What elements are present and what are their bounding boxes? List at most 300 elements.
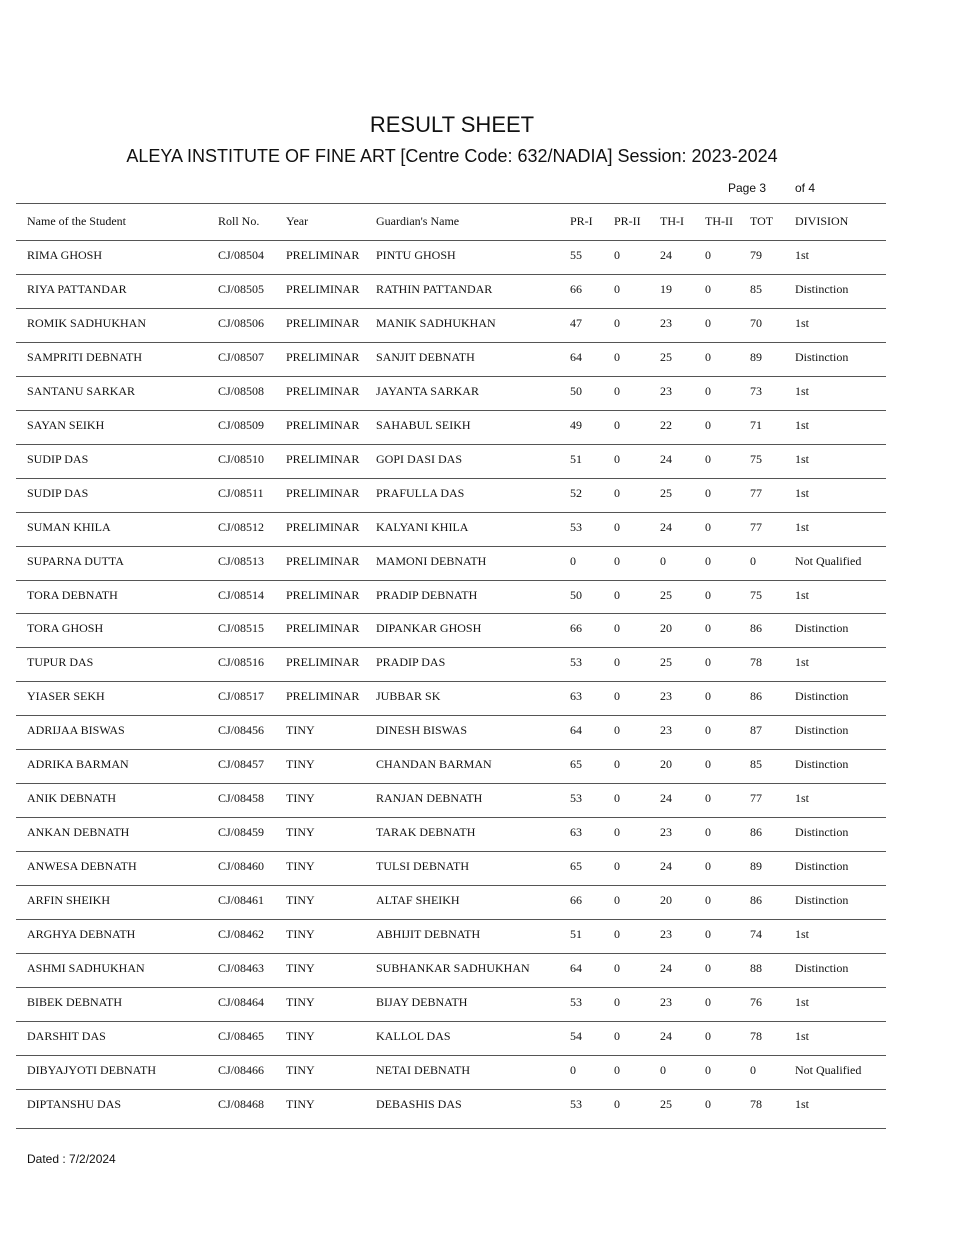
cell-pr2: 0: [614, 1063, 620, 1077]
row-separator: [16, 546, 886, 547]
cell-roll-no: CJ/08458: [218, 791, 265, 805]
row-separator: [16, 987, 886, 988]
cell-roll-no: CJ/08512: [218, 520, 265, 534]
cell-guardian-name: PINTU GHOSH: [376, 248, 456, 262]
row-separator: [16, 851, 886, 852]
cell-th2: 0: [705, 554, 711, 568]
cell-roll-no: CJ/08468: [218, 1097, 265, 1111]
cell-roll-no: CJ/08466: [218, 1063, 265, 1077]
table-row: [0, 486, 960, 506]
row-separator: [16, 1055, 886, 1056]
cell-roll-no: CJ/08504: [218, 248, 265, 262]
table-row: [0, 520, 960, 540]
cell-division: Distinction: [795, 859, 849, 873]
cell-pr1: 0: [570, 1063, 576, 1077]
cell-pr2: 0: [614, 1097, 620, 1111]
cell-th1: 23: [660, 723, 672, 737]
cell-year: PRELIMINAR: [286, 486, 360, 500]
row-separator: [16, 647, 886, 648]
cell-year: TINY: [286, 927, 315, 941]
cell-total: 85: [750, 282, 762, 296]
cell-guardian-name: RATHIN PATTANDAR: [376, 282, 493, 296]
cell-th1: 23: [660, 995, 672, 1009]
cell-pr2: 0: [614, 384, 620, 398]
table-header: [0, 214, 960, 234]
table-row: [0, 961, 960, 981]
cell-student-name: SANTANU SARKAR: [27, 384, 136, 398]
cell-th1: 25: [660, 350, 672, 364]
cell-total: 89: [750, 859, 762, 873]
cell-student-name: TORA DEBNATH: [27, 588, 118, 602]
cell-th1: 25: [660, 1097, 672, 1111]
cell-guardian-name: SANJIT DEBNATH: [376, 350, 475, 364]
cell-year: TINY: [286, 757, 315, 771]
cell-th1: 24: [660, 961, 672, 975]
cell-total: 79: [750, 248, 762, 262]
cell-th2: 0: [705, 588, 711, 602]
cell-th2: 0: [705, 316, 711, 330]
cell-total: 71: [750, 418, 762, 432]
cell-pr1: 66: [570, 893, 582, 907]
cell-total: 87: [750, 723, 762, 737]
cell-year: TINY: [286, 859, 315, 873]
cell-total: 86: [750, 893, 762, 907]
cell-pr1: 49: [570, 418, 582, 432]
cell-guardian-name: SUBHANKAR SADHUKHAN: [376, 961, 530, 975]
table-row: [0, 859, 960, 879]
row-separator: [16, 1089, 886, 1090]
cell-division: 1st: [795, 927, 810, 941]
cell-guardian-name: TARAK DEBNATH: [376, 825, 476, 839]
cell-th1: 24: [660, 248, 672, 262]
cell-th2: 0: [705, 961, 711, 975]
cell-year: PRELIMINAR: [286, 588, 360, 602]
cell-th1: 25: [660, 655, 672, 669]
cell-roll-no: CJ/08509: [218, 418, 265, 432]
cell-roll-no: CJ/08508: [218, 384, 265, 398]
row-separator: [16, 342, 886, 343]
cell-th2: 0: [705, 1063, 711, 1077]
cell-division: 1st: [795, 452, 810, 466]
cell-th2: 0: [705, 486, 711, 500]
cell-student-name: ANWESA DEBNATH: [27, 859, 137, 873]
cell-guardian-name: DEBASHIS DAS: [376, 1097, 462, 1111]
cell-th1: 24: [660, 791, 672, 805]
row-separator: [16, 715, 886, 716]
cell-th1: 19: [660, 282, 672, 296]
cell-student-name: BIBEK DEBNATH: [27, 995, 122, 1009]
cell-year: TINY: [286, 1097, 315, 1111]
cell-th1: 20: [660, 757, 672, 771]
cell-th2: 0: [705, 1097, 711, 1111]
table-row: [0, 723, 960, 743]
cell-th2: 0: [705, 282, 711, 296]
cell-division: 1st: [795, 520, 810, 534]
cell-student-name: ADRIJAA BISWAS: [27, 723, 125, 737]
cell-pr2: 0: [614, 757, 620, 771]
table-row: [0, 282, 960, 302]
cell-pr1: 64: [570, 350, 582, 364]
cell-pr1: 50: [570, 588, 582, 602]
col-header-th1: TH-I: [660, 214, 684, 228]
cell-pr1: 53: [570, 655, 582, 669]
row-separator: [16, 681, 886, 682]
cell-total: 77: [750, 486, 762, 500]
row-separator: [16, 919, 886, 920]
cell-pr2: 0: [614, 1029, 620, 1043]
cell-division: 1st: [795, 588, 810, 602]
cell-pr2: 0: [614, 689, 620, 703]
cell-total: 78: [750, 1029, 762, 1043]
cell-year: PRELIMINAR: [286, 655, 360, 669]
cell-pr2: 0: [614, 791, 620, 805]
cell-roll-no: CJ/08515: [218, 621, 265, 635]
table-row: [0, 350, 960, 370]
row-separator: [16, 885, 886, 886]
cell-pr2: 0: [614, 723, 620, 737]
cell-guardian-name: PRADIP DEBNATH: [376, 588, 478, 602]
cell-student-name: SAMPRITI DEBNATH: [27, 350, 143, 364]
dated-footer: Dated : 7/2/2024: [27, 1152, 116, 1166]
col-header-roll: Roll No.: [218, 214, 260, 228]
cell-division: Distinction: [795, 825, 849, 839]
col-header-name: Name of the Student: [27, 214, 126, 228]
cell-guardian-name: JAYANTA SARKAR: [376, 384, 479, 398]
cell-year: PRELIMINAR: [286, 452, 360, 466]
cell-guardian-name: ABHIJIT DEBNATH: [376, 927, 481, 941]
col-header-guardian: Guardian's Name: [376, 214, 460, 228]
cell-th1: 23: [660, 316, 672, 330]
cell-student-name: YIASER SEKH: [27, 689, 105, 703]
table-row: [0, 588, 960, 608]
cell-pr1: 63: [570, 825, 582, 839]
cell-th2: 0: [705, 1029, 711, 1043]
cell-student-name: RIYA PATTANDAR: [27, 282, 127, 296]
cell-student-name: ASHMI SADHUKHAN: [27, 961, 145, 975]
cell-pr2: 0: [614, 554, 620, 568]
cell-student-name: ANIK DEBNATH: [27, 791, 116, 805]
cell-guardian-name: RANJAN DEBNATH: [376, 791, 483, 805]
table-row: [0, 927, 960, 947]
cell-total: 78: [750, 655, 762, 669]
cell-roll-no: CJ/08465: [218, 1029, 265, 1043]
cell-pr2: 0: [614, 248, 620, 262]
cell-division: 1st: [795, 384, 810, 398]
cell-division: Distinction: [795, 961, 849, 975]
cell-total: 76: [750, 995, 762, 1009]
cell-roll-no: CJ/08510: [218, 452, 265, 466]
cell-division: Not Qualified: [795, 554, 862, 568]
cell-th1: 23: [660, 689, 672, 703]
cell-total: 78: [750, 1097, 762, 1111]
cell-pr1: 53: [570, 791, 582, 805]
institute-session-heading: ALEYA INSTITUTE OF FINE ART [Centre Code: 632/NADIA] Session: 2023-2024: [126, 146, 778, 166]
cell-pr2: 0: [614, 316, 620, 330]
cell-total: 86: [750, 621, 762, 635]
cell-pr2: 0: [614, 927, 620, 941]
col-header-pr2: PR-II: [614, 214, 641, 228]
cell-year: TINY: [286, 825, 315, 839]
cell-guardian-name: PRADIP DAS: [376, 655, 446, 669]
cell-division: 1st: [795, 995, 810, 1009]
row-separator: [16, 376, 886, 377]
table-row: [0, 1097, 960, 1117]
table-bottom-rule: [16, 1128, 886, 1129]
cell-guardian-name: DINESH BISWAS: [376, 723, 468, 737]
cell-th2: 0: [705, 757, 711, 771]
cell-division: Distinction: [795, 757, 849, 771]
cell-th2: 0: [705, 384, 711, 398]
cell-pr1: 64: [570, 723, 582, 737]
cell-th2: 0: [705, 927, 711, 941]
table-row: [0, 316, 960, 336]
row-separator: [16, 274, 886, 275]
cell-roll-no: CJ/08459: [218, 825, 265, 839]
cell-th1: 25: [660, 486, 672, 500]
cell-roll-no: CJ/08516: [218, 655, 265, 669]
cell-guardian-name: JUBBAR SK: [376, 689, 441, 703]
cell-pr2: 0: [614, 418, 620, 432]
cell-year: TINY: [286, 791, 315, 805]
table-row: [0, 621, 960, 641]
cell-student-name: DIPTANSHU DAS: [27, 1097, 122, 1111]
cell-year: TINY: [286, 1063, 315, 1077]
cell-division: 1st: [795, 791, 810, 805]
table-top-rule: [16, 203, 886, 204]
cell-th2: 0: [705, 452, 711, 466]
row-separator: [16, 580, 886, 581]
cell-pr2: 0: [614, 859, 620, 873]
row-separator: [16, 444, 886, 445]
cell-pr1: 0: [570, 554, 576, 568]
row-separator: [16, 308, 886, 309]
cell-total: 86: [750, 825, 762, 839]
cell-year: TINY: [286, 723, 315, 737]
cell-pr1: 64: [570, 961, 582, 975]
cell-guardian-name: ALTAF SHEIKH: [376, 893, 460, 907]
cell-th2: 0: [705, 791, 711, 805]
cell-th1: 23: [660, 927, 672, 941]
cell-total: 73: [750, 384, 762, 398]
cell-pr2: 0: [614, 350, 620, 364]
cell-year: PRELIMINAR: [286, 520, 360, 534]
cell-pr1: 55: [570, 248, 582, 262]
table-row: [0, 554, 960, 574]
cell-division: Distinction: [795, 893, 849, 907]
cell-student-name: SAYAN SEIKH: [27, 418, 105, 432]
cell-year: TINY: [286, 1029, 315, 1043]
cell-guardian-name: TULSI DEBNATH: [376, 859, 469, 873]
cell-division: 1st: [795, 316, 810, 330]
cell-guardian-name: KALYANI KHILA: [376, 520, 469, 534]
cell-division: Distinction: [795, 723, 849, 737]
table-row: [0, 1063, 960, 1083]
cell-year: PRELIMINAR: [286, 350, 360, 364]
cell-total: 70: [750, 316, 762, 330]
cell-student-name: SUMAN KHILA: [27, 520, 111, 534]
cell-year: TINY: [286, 961, 315, 975]
col-header-tot: TOT: [750, 214, 774, 228]
cell-th2: 0: [705, 859, 711, 873]
cell-division: 1st: [795, 655, 810, 669]
cell-roll-no: CJ/08514: [218, 588, 265, 602]
cell-student-name: ARFIN SHEIKH: [27, 893, 111, 907]
cell-roll-no: CJ/08460: [218, 859, 265, 873]
cell-division: Distinction: [795, 350, 849, 364]
cell-pr1: 52: [570, 486, 582, 500]
cell-pr2: 0: [614, 961, 620, 975]
cell-pr2: 0: [614, 893, 620, 907]
cell-total: 86: [750, 689, 762, 703]
cell-total: 0: [750, 1063, 756, 1077]
row-separator: [16, 613, 886, 614]
cell-th1: 24: [660, 520, 672, 534]
cell-roll-no: CJ/08457: [218, 757, 265, 771]
col-header-year: Year: [286, 214, 309, 228]
cell-guardian-name: MANIK SADHUKHAN: [376, 316, 496, 330]
cell-guardian-name: MAMONI DEBNATH: [376, 554, 487, 568]
row-separator: [16, 749, 886, 750]
cell-roll-no: CJ/08505: [218, 282, 265, 296]
cell-th2: 0: [705, 995, 711, 1009]
cell-th2: 0: [705, 350, 711, 364]
cell-roll-no: CJ/08506: [218, 316, 265, 330]
cell-student-name: ARGHYA DEBNATH: [27, 927, 136, 941]
table-row: [0, 689, 960, 709]
cell-student-name: TORA GHOSH: [27, 621, 104, 635]
cell-pr1: 65: [570, 757, 582, 771]
cell-division: 1st: [795, 1097, 810, 1111]
cell-division: 1st: [795, 1029, 810, 1043]
table-row: [0, 995, 960, 1015]
cell-guardian-name: NETAI DEBNATH: [376, 1063, 471, 1077]
cell-th1: 0: [660, 1063, 666, 1077]
col-header-th2: TH-II: [705, 214, 733, 228]
table-row: [0, 418, 960, 438]
row-separator: [16, 953, 886, 954]
table-row: [0, 1029, 960, 1049]
cell-student-name: DARSHIT DAS: [27, 1029, 106, 1043]
cell-total: 75: [750, 588, 762, 602]
row-separator: [16, 512, 886, 513]
table-row: [0, 825, 960, 845]
cell-year: TINY: [286, 893, 315, 907]
document-title: RESULT SHEET: [369, 112, 535, 137]
cell-pr2: 0: [614, 588, 620, 602]
cell-division: 1st: [795, 418, 810, 432]
page-indicator: [728, 181, 816, 195]
cell-year: PRELIMINAR: [286, 689, 360, 703]
row-separator: [16, 478, 886, 479]
col-header-division: DIVISION: [795, 214, 849, 228]
cell-th1: 20: [660, 621, 672, 635]
cell-th1: 0: [660, 554, 666, 568]
cell-total: 77: [750, 520, 762, 534]
cell-th1: 24: [660, 1029, 672, 1043]
cell-pr2: 0: [614, 282, 620, 296]
cell-guardian-name: BIJAY DEBNATH: [376, 995, 468, 1009]
cell-roll-no: CJ/08464: [218, 995, 265, 1009]
cell-pr1: 50: [570, 384, 582, 398]
col-header-pr1: PR-I: [570, 214, 593, 228]
cell-guardian-name: KALLOL DAS: [376, 1029, 451, 1043]
cell-division: 1st: [795, 486, 810, 500]
cell-year: PRELIMINAR: [286, 316, 360, 330]
table-row: [0, 791, 960, 811]
cell-pr1: 47: [570, 316, 582, 330]
cell-pr2: 0: [614, 995, 620, 1009]
cell-total: 0: [750, 554, 756, 568]
cell-student-name: DIBYAJYOTI DEBNATH: [27, 1063, 156, 1077]
cell-th1: 22: [660, 418, 672, 432]
cell-roll-no: CJ/08456: [218, 723, 265, 737]
cell-division: 1st: [795, 248, 810, 262]
table-row: [0, 248, 960, 268]
cell-pr2: 0: [614, 655, 620, 669]
cell-th2: 0: [705, 248, 711, 262]
row-separator: [16, 817, 886, 818]
cell-roll-no: CJ/08507: [218, 350, 265, 364]
cell-total: 88: [750, 961, 762, 975]
cell-guardian-name: SAHABUL SEIKH: [376, 418, 471, 432]
cell-th2: 0: [705, 621, 711, 635]
table-row: [0, 757, 960, 777]
cell-th1: 25: [660, 588, 672, 602]
cell-pr1: 53: [570, 520, 582, 534]
cell-student-name: ANKAN DEBNATH: [27, 825, 130, 839]
cell-roll-no: CJ/08461: [218, 893, 265, 907]
cell-year: PRELIMINAR: [286, 554, 360, 568]
table-row: [0, 452, 960, 472]
cell-total: 85: [750, 757, 762, 771]
cell-pr1: 53: [570, 995, 582, 1009]
cell-pr2: 0: [614, 520, 620, 534]
cell-th2: 0: [705, 893, 711, 907]
table-row: [0, 893, 960, 913]
cell-total: 74: [750, 927, 762, 941]
cell-roll-no: CJ/08463: [218, 961, 265, 975]
cell-pr2: 0: [614, 486, 620, 500]
cell-th1: 20: [660, 893, 672, 907]
cell-pr2: 0: [614, 452, 620, 466]
cell-th2: 0: [705, 520, 711, 534]
cell-pr1: 63: [570, 689, 582, 703]
cell-th2: 0: [705, 689, 711, 703]
cell-guardian-name: CHANDAN BARMAN: [376, 757, 492, 771]
cell-total: 89: [750, 350, 762, 364]
cell-student-name: RIMA GHOSH: [27, 248, 103, 262]
cell-guardian-name: DIPANKAR GHOSH: [376, 621, 482, 635]
cell-roll-no: CJ/08462: [218, 927, 265, 941]
row-separator: [16, 240, 886, 241]
cell-student-name: SUPARNA DUTTA: [27, 554, 124, 568]
cell-year: PRELIMINAR: [286, 621, 360, 635]
cell-year: PRELIMINAR: [286, 384, 360, 398]
cell-th2: 0: [705, 655, 711, 669]
cell-division: Distinction: [795, 621, 849, 635]
page-total: of 4: [795, 181, 816, 195]
cell-th1: 23: [660, 825, 672, 839]
cell-pr2: 0: [614, 621, 620, 635]
cell-pr2: 0: [614, 825, 620, 839]
cell-roll-no: CJ/08513: [218, 554, 265, 568]
row-separator: [16, 783, 886, 784]
cell-roll-no: CJ/08511: [218, 486, 264, 500]
cell-total: 77: [750, 791, 762, 805]
table-row: [0, 384, 960, 404]
table-row: [0, 655, 960, 675]
cell-student-name: TUPUR DAS: [27, 655, 94, 669]
